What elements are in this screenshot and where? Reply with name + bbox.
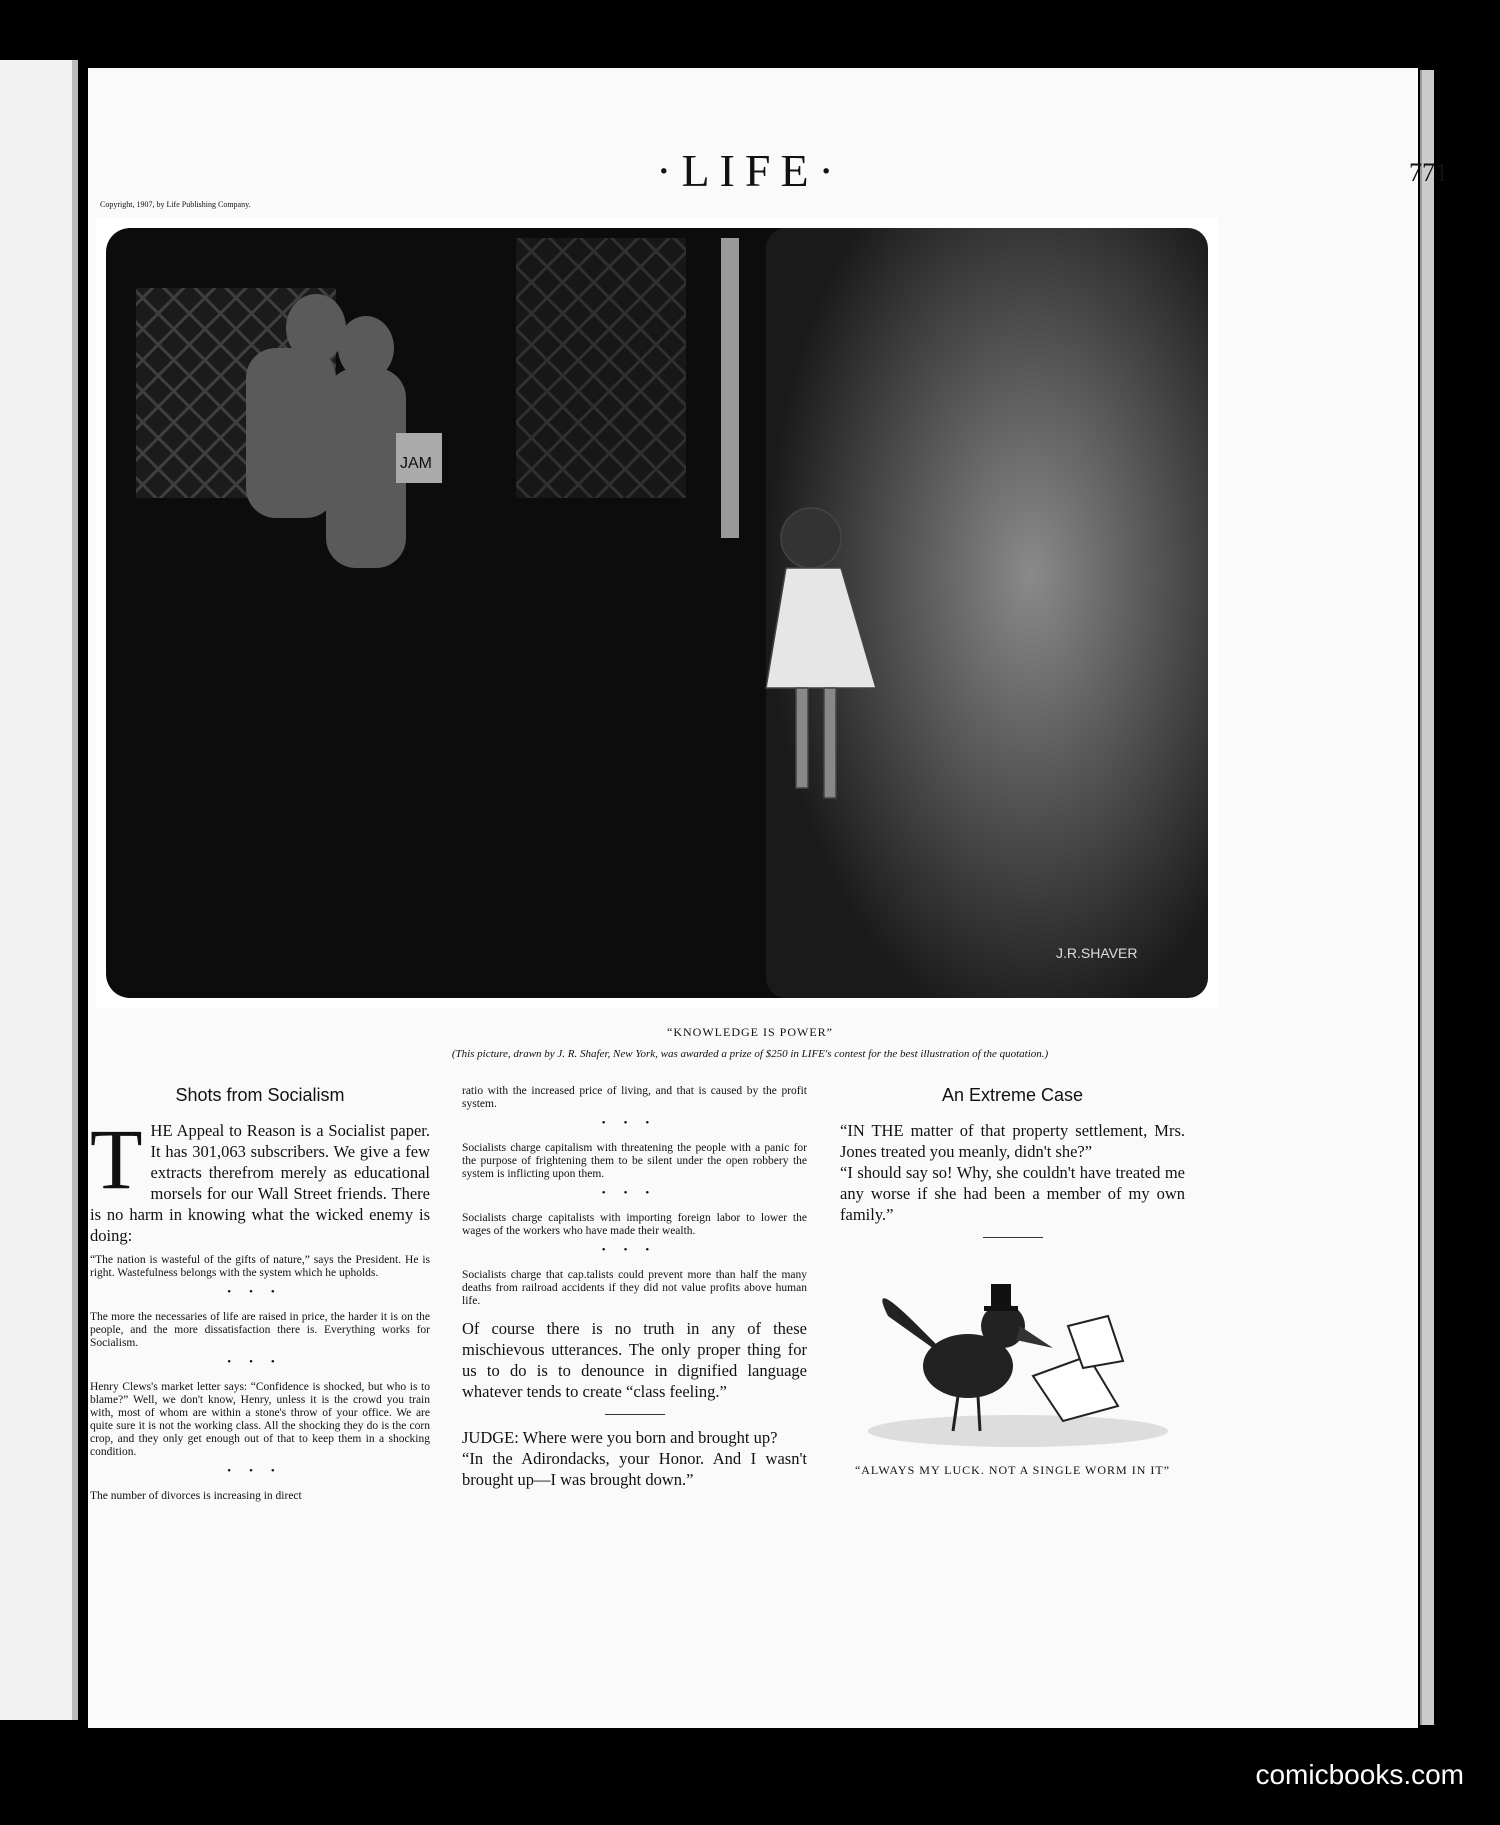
list-item: Socialists charge that cap.talists could prevent more than half the many deaths from railroad accidents if they did not value profits above human life.	[462, 1269, 807, 1307]
dialogue-answer: “I should say so! Why, she couldn't have treated me any worse if she had been a member of my own family.”	[840, 1163, 1185, 1224]
judge-question: JUDGE: Where were you born and brought up?	[462, 1428, 778, 1447]
list-item: “The nation is wasteful of the gifts of nature,” says the President. He is right. Wastefulness belongs with the system which he upholds.	[90, 1254, 430, 1279]
artist-signature: J.R.SHAVER	[1056, 945, 1138, 961]
separator-dots: •••	[227, 1286, 293, 1298]
closing-paragraph: Of course there is no truth in any of these mischievous utterances. The only proper thing for us to do is to denounce in dignified language whatever tends to create “class feeling.”	[462, 1319, 807, 1401]
separator-dots: •••	[227, 1465, 293, 1477]
separator-dots: •••	[601, 1244, 668, 1256]
column-shots-from-socialism	[90, 1085, 430, 1503]
article-heading: An Extreme Case	[941, 1085, 1084, 1105]
main-illustration	[96, 218, 1218, 1008]
left-page-edge	[0, 60, 78, 1720]
divider	[983, 1237, 1043, 1238]
list-item: ratio with the increased price of living, and that is caused by the profit system.	[462, 1085, 807, 1110]
crow-cartoon	[848, 1256, 1178, 1456]
list-item: Socialists charge capitalists with importing foreign labor to lower the wages of the workers who have made their wealth.	[462, 1212, 807, 1237]
list-item: Socialists charge capitalism with threatening the people with a panic for the purpose of frightening them to be silent under the open robbery the system is inflicting upon them.	[462, 1142, 807, 1180]
list-item: The number of divorces is increasing in direct	[90, 1490, 302, 1502]
list-item: The more the necessaries of life are raised in price, the harder it is on the people, and the more dissatisfaction there is. Everything works for Socialism.	[90, 1311, 430, 1349]
jar-label: JAM	[400, 455, 432, 472]
article-heading: Shots from Socialism	[175, 1085, 345, 1105]
separator-dots: •••	[601, 1187, 668, 1199]
page-number: 771	[1409, 158, 1448, 187]
cartoon-caption: “ALWAYS MY LUCK. NOT A SINGLE WORM IN IT”	[854, 1463, 1171, 1477]
drop-cap: T	[90, 1111, 143, 1207]
illustration-caption: “KNOWLEDGE IS POWER”	[667, 1025, 833, 1039]
divider	[605, 1414, 665, 1415]
page-edge	[1420, 70, 1434, 1725]
column-middle	[462, 1085, 807, 1490]
column-extreme-case	[840, 1085, 1185, 1479]
list-item: Henry Clews's market letter says: “Confidence is shocked, but who is to blame?” Well, we don't know, Henry, unless it is the crowd you train with, most of whom are within a stone's throw of your office. We are quite sure it is not the working class. All the shocking they do is the corn crop, and they only get enough out of that to keep them in a shocking condition.	[90, 1381, 430, 1458]
site-watermark: comicbooks.com	[1255, 1759, 1464, 1790]
separator-dots: •••	[227, 1356, 293, 1368]
judge-answer: “In the Adirondacks, your Honor. And I wasn't brought up—I was brought down.”	[462, 1449, 807, 1489]
article-lead: HE Appeal to Reason is a Socialist paper. It has 301,063 subscribers. We give a few extracts therefrom merely as educational morsels for our Wall Street friends. There is no harm in knowing what the wicked enemy is doing:	[90, 1121, 430, 1245]
illustration-credit: (This picture, drawn by J. R. Shafer, New York, was awarded a prize of $250 in LIFE's contest for the best illustration of the quotation.)	[451, 1048, 1049, 1060]
separator-dots: •••	[601, 1117, 668, 1129]
magazine-title: ·LIFE·	[656, 145, 844, 196]
dialogue-question: “IN THE matter of that property settlement, Mrs. Jones treated you meanly, didn't she?”	[840, 1121, 1185, 1161]
copyright-notice: Copyright, 1907, by Life Publishing Company.	[100, 200, 251, 209]
